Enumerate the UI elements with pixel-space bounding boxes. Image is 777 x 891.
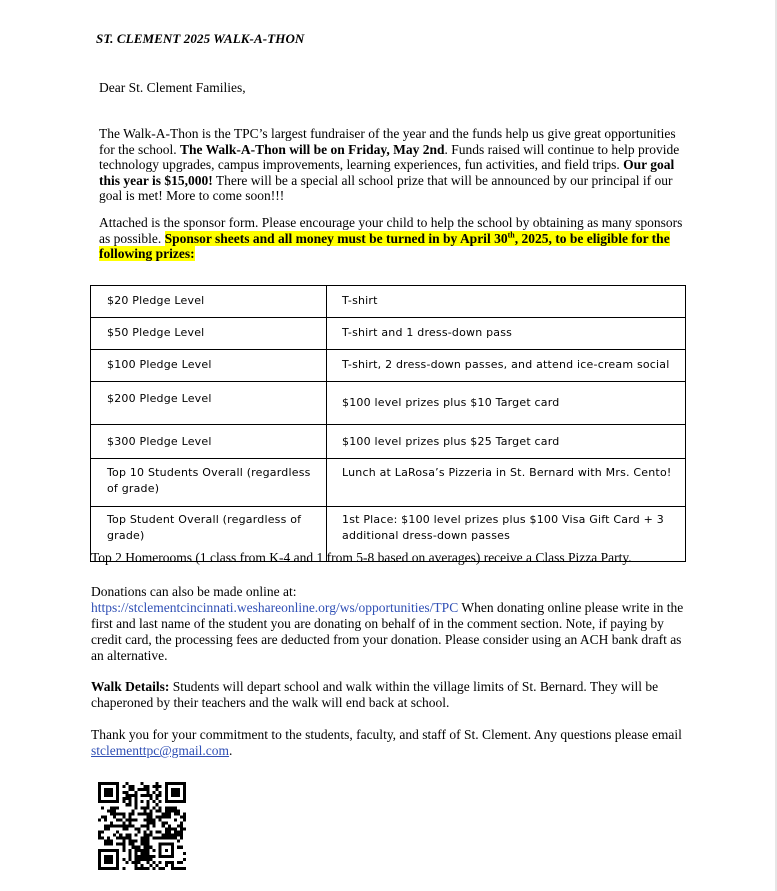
walk-details-label: Walk Details: [91,679,170,694]
prize-table [90,285,686,562]
deadline-superscript: th [507,230,515,240]
prize-cell: $100 level prizes plus $10 Target card [327,382,686,425]
donations-paragraph [91,584,691,664]
deadline-highlight [99,231,670,262]
table-row [91,459,686,507]
pledge-level-cell: $20 Pledge Level [91,286,327,318]
deadline-text-1: Sponsor sheets and all money must be turned in by April 30 [164,230,508,246]
salutation: Dear St. Clement Families, [99,80,246,95]
sponsor-text: Attached is the sponsor form. Please encourage your child to help the school by obtaining as many sponsors as possible. [99,215,683,246]
table-row [91,425,686,459]
prize-cell: T-shirt [327,286,686,318]
deadline-text-2: , 2025, to be eligible for the following prizes: [99,230,670,262]
pledge-level-cell: $300 Pledge Level [91,425,327,459]
walk-details-text: Students will depart school and walk within the village limits of St. Bernard. They will be chaperoned by their teachers and the walk will end back at school. [91,679,659,710]
pledge-level-cell: $50 Pledge Level [91,318,327,350]
closing-end: . [229,743,233,758]
homerooms-note: Top 2 Homerooms (1 class from K-4 and 1 from 5-8 based on averages) receive a Class Pizza Party. [91,550,632,565]
table-row [91,318,686,350]
donations-text: When donating online please write in the first and last name of the student you are donating on behalf of in the comment section. Note, if paying by credit card, the processing fees are deducted from your donation. Please consider using an ACH bank draft as an alternative. [91,600,684,663]
email-link[interactable]: stclementtpc@gmail.com [91,743,230,758]
intro-text-2: . Funds raised will continue to help provide technology upgrades, campus improvements, learning experiences, fun activities, and field trips. [99,141,680,173]
table-row [91,382,686,425]
closing-paragraph [91,727,691,759]
intro-paragraph [99,126,689,204]
pledge-level-cell: Top 10 Students Overall (regardless of grade) [91,459,327,507]
prize-cell: T-shirt and 1 dress-down pass [327,318,686,350]
fundraising-goal: Our goal this year is $15,000! [99,157,675,188]
sponsor-paragraph [99,215,689,262]
table-row [91,350,686,382]
prize-cell: 1st Place: $100 level prizes plus $100 Visa Gift Card + 3 additional dress-down passes [327,507,686,562]
prize-cell: $100 level prizes plus $25 Target card [327,425,686,459]
donations-lead: Donations can also be made online at: [91,584,297,599]
intro-text-3: There will be a special all school prize that will be announced by our principal if our goal is met! More to come soon!!! [99,172,673,204]
qr-code [98,782,186,870]
prize-cell: Lunch at LaRosa’s Pizzeria in St. Bernard with Mrs. Cento! [327,459,686,507]
walk-date: The Walk-A-Thon will be on Friday, May 2nd [179,141,445,157]
table-row [91,286,686,318]
donation-link[interactable]: https://stclementcincinnati.weshareonline.org/ws/opportunities/TPC [91,600,459,615]
intro-text-1: The Walk-A-Thon is the TPC’s largest fundraiser of the year and the funds help us give great opportunities for the school. [99,126,676,157]
pledge-level-cell: $200 Pledge Level [91,382,327,425]
pledge-level-cell: Top Student Overall (regardless of grade) [91,507,327,562]
prize-cell: T-shirt, 2 dress-down passes, and attend ice-cream social [327,350,686,382]
pledge-level-cell: $100 Pledge Level [91,350,327,382]
closing-text: Thank you for your commitment to the students, faculty, and staff of St. Clement. Any questions please email [91,727,682,742]
document-title: ST. CLEMENT 2025 WALK-A-THON [96,31,305,46]
walk-details-paragraph [91,679,691,711]
